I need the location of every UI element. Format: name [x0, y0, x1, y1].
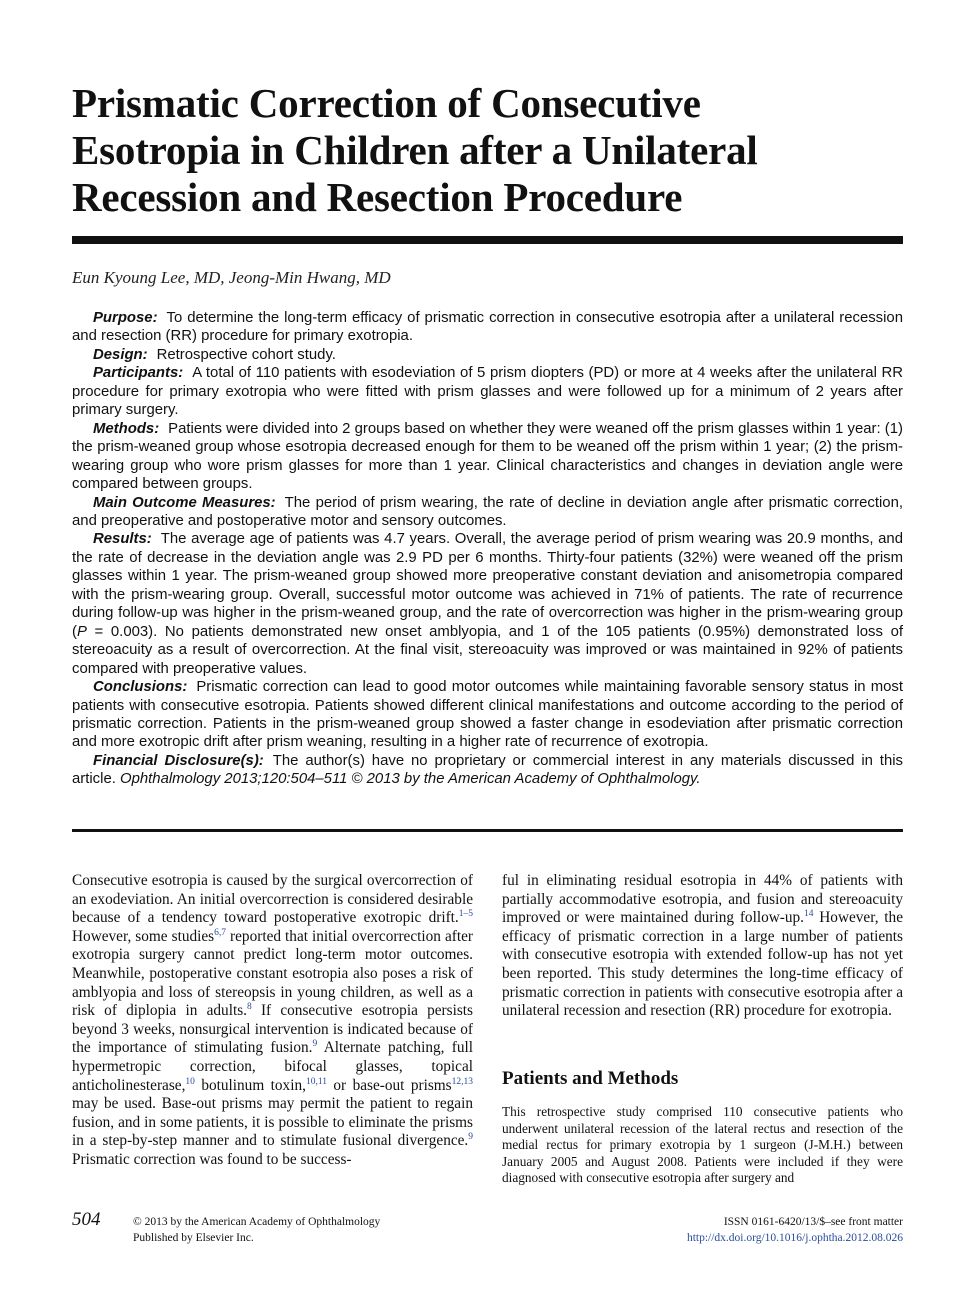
abstract-label: Purpose:: [93, 310, 158, 326]
reference-link[interactable]: 9: [468, 1132, 473, 1143]
intro-paragraph-continued: ful in eliminating residual esotropia in 44% of patients with partially accommodative esotropia, and fusion and stereoacuity improved or were maintained during follow-up.$^{14}$ However, the efficacy of prismatic correction in a large number of patients with consecutive esotropia with extended follow-up has not yet been reported. This study determines the long-time efficacy of prismatic correction in patients with consecutive esotropia after a unilateral recession and resection (RR) procedure for exotropia.: [502, 872, 903, 1020]
body-column-left: [72, 872, 473, 1170]
author-list: Eun Kyoung Lee, MD, Jeong-Min Hwang, MD: [72, 268, 391, 287]
reference-link[interactable]: 1–5: [458, 909, 473, 920]
abstract-purpose: Purpose: To determine the long-term efficacy of prismatic correction in consecutive esotropia after a unilateral recession and resection (RR) procedure for primary exotropia.: [72, 310, 903, 345]
journal-citation: Ophthalmology 2013;120:504–511 © 2013 by the American Academy of Ophthalmology.: [120, 771, 701, 788]
title-line: Recession and Resection Procedure: [72, 174, 683, 220]
abstract-methods: Methods: Patients were divided into 2 groups based on whether they were weaned off the prism glasses within 1 year: (1) the prism-weaned group whose esotropia decreased enough for them to be weaned off the prism within 1 year; (2) the prism-wearing group who wore prism glasses for more than 1 year. Clinical characteristics and changes in deviation angle were compared between groups.: [72, 420, 903, 493]
body-column-right: [502, 872, 903, 1021]
abstract-label: Conclusions:: [93, 679, 188, 696]
reference-link[interactable]: 10,11: [305, 1076, 327, 1087]
abstract-conclusions: Conclusions: Prismatic correction can lead to good motor outcomes while maintaining favorable sensory status in most patients with consecutive esotropia. Patients showed different clinical manifestations and outcome according to the period of prismatic correction. Patients in the prism-weaned group showed a faster change in esodeviation after prismatic correction and more exotropic drift after prism weaning, resulting in a higher rate of recurrence of exotropia.: [72, 679, 903, 751]
footer-issn: ISSN 0161-6420/13/$–see front matter http://dx.doi.org/10.1016/j.ophtha.2012.08.026: [686, 1216, 903, 1244]
page-number: 504: [72, 1209, 101, 1230]
abstract-rule: [72, 829, 903, 832]
abstract-participants: Participants: A total of 110 patients with esodeviation of 5 prism diopters (PD) or more at 4 weeks after the unilateral RR procedure for primary exotropia who were fitted with prism glasses and were followed up for a minimum of 2 years after primary surgery.: [72, 365, 903, 419]
abstract-label: Financial Disclosure(s):: [93, 752, 264, 769]
abstract-design: Design: Retrospective cohort study.: [93, 346, 336, 363]
footer-copyright: © 2013 by the American Academy of Ophthalmology Published by Elsevier Inc.: [133, 1216, 381, 1244]
intro-paragraph: Consecutive esotropia is caused by the surgical overcorrection of an exodeviation. An initial overcorrection is considered desirable because of a tendency toward postoperative exotropic drift.$^{1-5}$ However, some studies$^{6,7}$ reported that initial overcorrection after exotropia surgery cannot predict long-term motor outcomes. Meanwhile, postoperative constant esotropia also poses a risk of amblyopia and loss of stereopsis in young children, as well as a risk of diplopia in adults.$^8$ If consecutive esotropia persists beyond 3 weeks, nonsurgical intervention is indicated because of the importance of stimulating fusion.$^9$ Alternate patching, full hypermetropic correction, bifocal glasses, topical anticholinesterase,$^{10}$ botulinum toxin,$^{10,11}$ or base-out prisms$^{12,13}$ may be used. Base-out prisms may permit the patient to regain fusion, and in some patients, it is possible to eliminate the prisms in a step-by-step manner and to stimulate fusional divergence.$^9$ Prismatic correction was found to be success-: [72, 872, 474, 1168]
doi-link[interactable]: http://dx.doi.org/10.1016/j.ophtha.2012.08.026: [686, 1232, 903, 1244]
abstract-outcome: Main Outcome Measures: The period of prism wearing, the rate of decline in deviation angle after prismatic correction, and preoperative and postoperative motor and sensory outcomes.: [72, 494, 903, 529]
reference-link[interactable]: 9: [312, 1039, 318, 1050]
title-rule: [72, 236, 903, 244]
methods-paragraph: This retrospective study comprised 110 consecutive patients who underwent unilateral recession of the lateral rectus and resection of the medial rectus for primary exotropia by 1 surgeon (J-M.H.) between January 2005 and August 2008. Patients were included if they were diagnosed with consecutive esotropia after surgery and: [502, 1104, 903, 1186]
reference-link[interactable]: 6,7: [214, 927, 227, 938]
article-title: [72, 80, 912, 221]
reference-link[interactable]: 8: [246, 1002, 252, 1013]
abstract-disclosure: Financial Disclosure(s): The author(s) have no proprietary or commercial interest in any materials discussed in this article. Ophthalmology 2013;120:504–511 © 2013 by the American Academy of Ophthalmology.: [72, 752, 903, 788]
abstract-label: Methods:: [93, 420, 160, 437]
section-heading: Patients and Methods: [502, 1068, 679, 1089]
abstract: [72, 309, 903, 789]
abstract-label: Results:: [93, 531, 152, 548]
abstract-label: Design:: [93, 346, 148, 363]
abstract-label: Main Outcome Measures:: [93, 494, 276, 511]
abstract-results: Results: The average age of patients was 4.7 years. Overall, the average period of prism wearing was 20.9 months, and the rate of decrease in the deviation angle was 2.9 PD per 6 months. Thirty-four patients (32%) were weaned off the prism glasses within 1 year. The prism-weaned group showed more preoperative constant deviation and anisometropia compared with the prism-wearing group. Overall, successful motor outcome was achieved in 71% of patients. The rate of recurrence during follow-up was higher in the prism-weaned group, and the rate of overcorrection was higher in the prism-wearing group (P = 0.003). No patients demonstrated new onset amblyopia, and 1 of the 105 patients (0.95%) demonstrated loss of stereoacuity as a result of overcorrection. At the final visit, stereoacuity was improved or was maintained in 92% of patients compared with preoperative values.: [72, 531, 903, 677]
reference-link[interactable]: 10: [185, 1076, 195, 1087]
title-line: Prismatic Correction of Consecutive: [72, 80, 701, 126]
abstract-label: Participants:: [93, 365, 184, 382]
reference-link[interactable]: 14: [803, 909, 814, 920]
title-line: Esotropia in Children after a Unilateral: [72, 127, 758, 173]
reference-link[interactable]: 12,13: [451, 1076, 473, 1087]
